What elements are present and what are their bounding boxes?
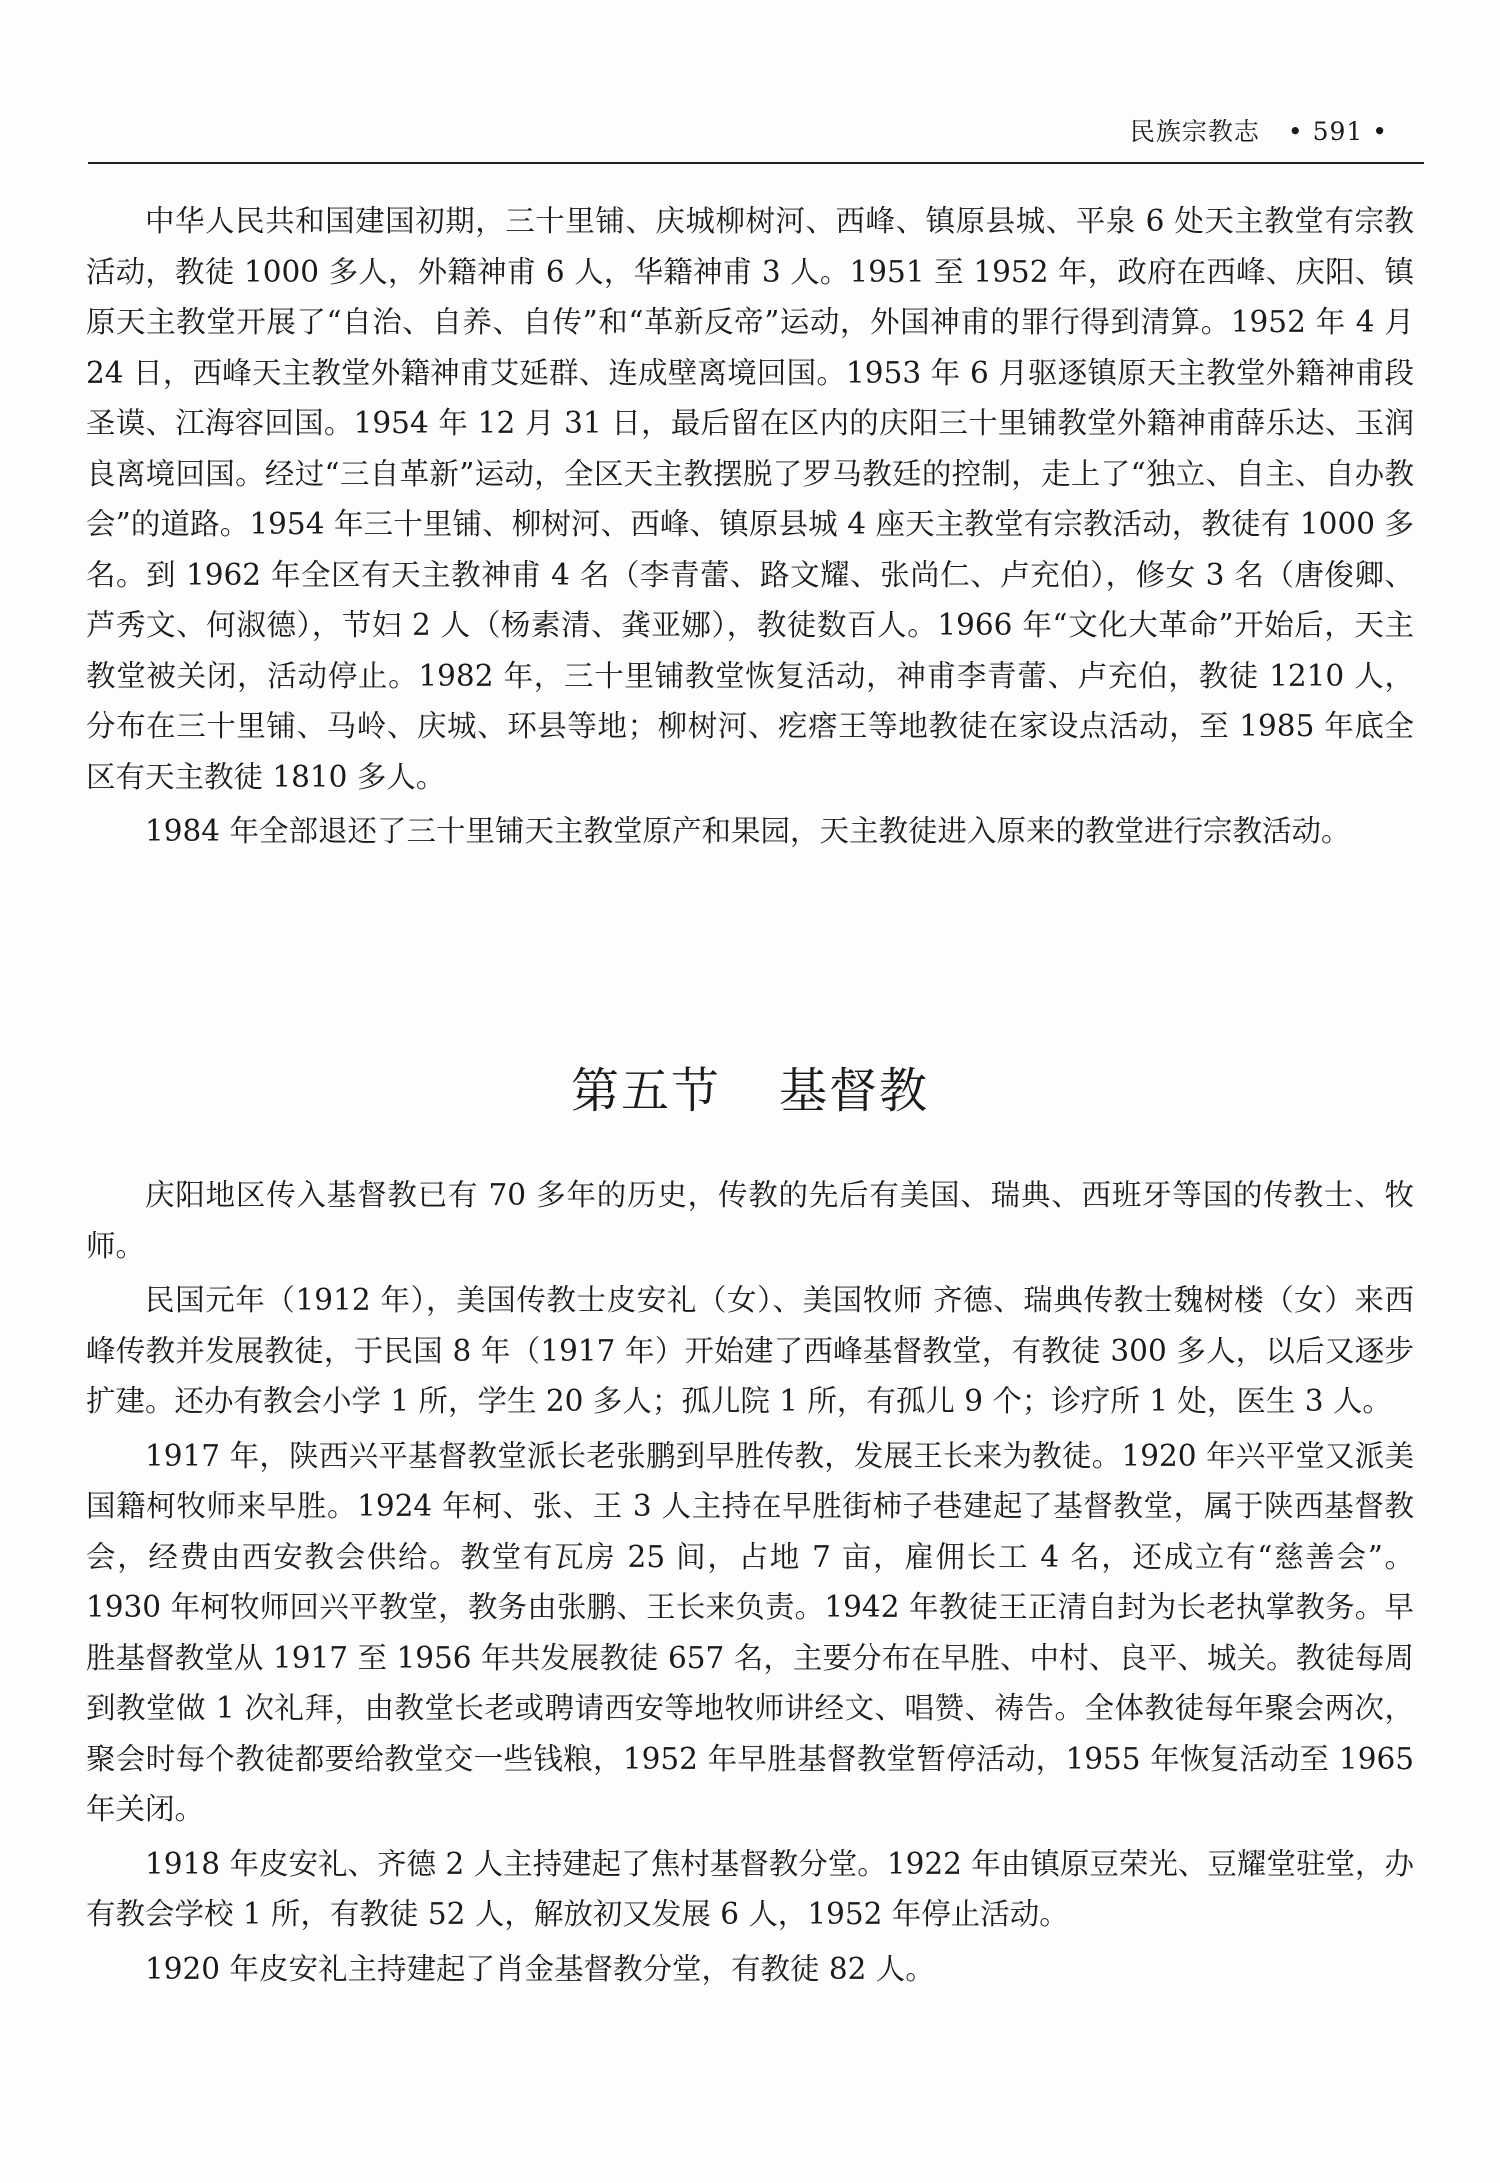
section-number: 第五节 <box>570 1063 721 1119</box>
christianity-text-block <box>86 1170 1414 1994</box>
paragraph: 1918 年皮安礼、齐德 2 人主持建起了焦村基督教分堂。1922 年由镇原豆荣光、豆耀堂驻堂，办有教会学校 1 所，有教徒 52 人，解放初又发展 6 人，1952 年停止活动。 <box>86 1846 1414 1931</box>
paragraph: 1984 年全部退还了三十里铺天主教堂原产和果园，天主教徒进入原来的教堂进行宗教活动。 <box>145 814 1351 848</box>
paragraph: 中华人民共和国建国初期，三十里铺、庆城柳树河、西峰、镇原县城、平泉 6 处天主教堂有宗教活动，教徒 1000 多人，外籍神甫 6 人，华籍神甫 3 人。1951 至 1952 年，政府在西峰、庆阳、镇原天主教堂开展了“自治、自养、自传”和“革新反帝”运动，外国神甫的罪行得到清算。1952 年 4 月 24 日，西峰天主教堂外籍神甫艾延群、连成壁离境回国。1953 年 6 月驱逐镇原天主教堂外籍神甫段圣谟、江海容回国。1954 年 12 月 31 日，最后留在区内的庆阳三十里铺教堂外籍神甫薛乐达、玉润良离境回国。经过“三自革新”运动，全区天主教摆脱了罗马教廷的控制，走上了“独立、自主、自办教会”的道路。1954 年三十里铺、柳树河、西峰、镇原县城 4 座天主教堂有宗教活动，教徒有 1000 多名。到 1962 年全区有天主教神甫 4 名（李青蕾、路文耀、张尚仁、卢充伯），修女 3 名（唐俊卿、芦秀文、何淑德），节妇 2 人（杨素清、龚亚娜），教徒数百人。1966 年“文化大革命”开始后，天主教堂被关闭，活动停止。1982 年，三十里铺教堂恢复活动，神甫李青蕾、卢充伯，教徒 1210 人，分布在三十里铺、马岭、庆城、环县等地；柳树河、疙瘩王等地教徒在家设点活动，至 1985 年底全区有天主教徒 1810 多人。 <box>86 204 1414 794</box>
header-rule <box>88 162 1424 164</box>
catholicism-text-block <box>86 196 1414 857</box>
book-title: 民族宗教志 <box>1129 117 1260 146</box>
running-header <box>0 112 1388 148</box>
section-heading <box>0 1052 1500 1121</box>
paragraph: 1920 年皮安礼主持建起了肖金基督教分堂，有教徒 82 人。 <box>145 1951 935 1986</box>
paragraph: 民国元年（1912 年），美国传教士皮安礼（女）、美国牧师 齐德、瑞典传教士魏树楼（女）来西峰传教并发展教徒，于民国 8 年（1917 年）开始建了西峰基督教堂，有教徒 300 多人，以后又逐步扩建。还办有教会小学 1 所，学生 20 多人；孤儿院 1 所，有孤儿 9 个；诊疗所 1 处，医生 3 人。 <box>86 1283 1414 1418</box>
page-number: • 591 • <box>1287 117 1388 146</box>
section-title: 基督教 <box>779 1063 930 1119</box>
paragraph: 庆阳地区传入基督教已有 70 多年的历史，传教的先后有美国、瑞典、西班牙等国的传教士、牧师。 <box>86 1178 1414 1263</box>
paragraph: 1917 年，陕西兴平基督教堂派长老张鹏到早胜传教，发展王长来为教徒。1920 年兴平堂又派美国籍柯牧师来早胜。1924 年柯、张、王 3 人主持在早胜街柿子巷建起了基督教堂，属于陕西基督教会，经费由西安教会供给。教堂有瓦房 25 间，占地 7 亩，雇佣长工 4 名，还成立有“慈善会”。1930 年柯牧师回兴平教堂，教务由张鹏、王长来负责。1942 年教徒王正清自封为长老执掌教务。早胜基督教堂从 1917 至 1956 年共发展教徒 657 名，主要分布在早胜、中村、良平、城关。教徒每周到教堂做 1 次礼拜，由教堂长老或聘请西安等地牧师讲经文、唱赞、祷告。全体教徒每年聚会两次，聚会时每个教徒都要给教堂交一些钱粮，1952 年早胜基督教堂暂停活动，1955 年恢复活动至 1965 年关闭。 <box>86 1438 1414 1826</box>
